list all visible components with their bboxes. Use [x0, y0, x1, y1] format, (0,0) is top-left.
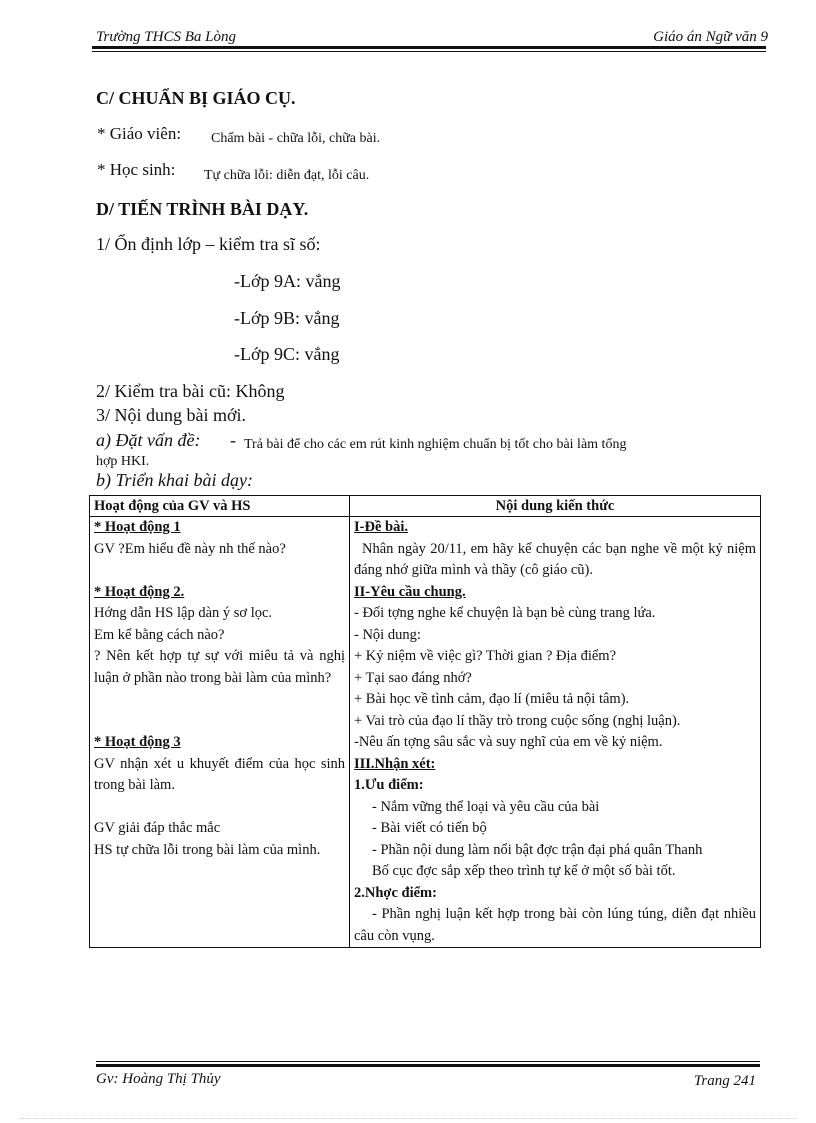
- activity-1-title: * Hoạt động 1: [94, 519, 181, 535]
- uu-diem-4: Bố cục đợc sắp xếp theo trình tự kể ở một số bài tốt.: [372, 863, 676, 879]
- a-text-line2: hợp HKI.: [96, 454, 150, 469]
- table-header-activities: Hoạt động của GV và HS: [90, 496, 350, 517]
- yeu-cau-4: + Tại sao đáng nhớ?: [354, 669, 472, 686]
- activity-1-text: GV ?Em hiểu đề này nh thế nào?: [94, 540, 286, 557]
- section-d-title: D/ TIẾN TRÌNH BÀI DẠY.: [96, 199, 309, 219]
- yeu-cau-3: + Kỷ niệm về việc gì? Thời gian ? Địa điểm?: [354, 648, 616, 664]
- item-2: 2/ Kiểm tra bài cũ: Không: [96, 381, 285, 401]
- uu-diem-title: 1.Ưu điểm:: [354, 777, 424, 793]
- student-label: * Học sinh:: [97, 160, 176, 179]
- table-header-content: Nội dung kiến thức: [350, 496, 761, 517]
- uu-diem-2: - Bài viết có tiến bộ: [372, 820, 487, 836]
- activity-3-text-3: HS tự chữa lỗi trong bài làm của mình.: [94, 841, 321, 858]
- class-9a: -Lớp 9A: vắng: [234, 271, 341, 291]
- nhan-xet-title: III.Nhận xét:: [354, 755, 436, 772]
- header-rule-thin: [92, 51, 766, 52]
- footer-rule-thin: [96, 1061, 760, 1062]
- header-school: Trường THCS Ba Lòng: [96, 29, 236, 45]
- header-rule: [92, 46, 766, 49]
- activity-3-title: * Hoạt động 3: [94, 734, 181, 750]
- activity-2-text-1: Hớng dẫn HS lập dàn ý sơ lọc.: [94, 605, 273, 621]
- footer-page: Trang 241: [693, 1073, 756, 1089]
- yeu-cau-5: + Bài học về tình cảm, đạo lí (miêu tả nội tâm).: [354, 691, 630, 707]
- lesson-table: [89, 495, 761, 948]
- class-9c: -Lớp 9C: vắng: [234, 344, 340, 364]
- activities-cell: [90, 517, 350, 948]
- item-3: 3/ Nội dung bài mới.: [96, 405, 247, 425]
- nhuoc-diem-title: 2.Nhợc điểm:: [354, 884, 437, 901]
- yeu-cau-6: + Vai trò của đạo lí thầy trò trong cuộc sống (nghị luận).: [354, 712, 681, 729]
- item-1: 1/ Ổn định lớp – kiểm tra sĩ số:: [96, 234, 321, 254]
- teacher-label: * Giáo viên:: [97, 124, 182, 143]
- activity-2-text-3: ? Nên kết hợp tự sự với miêu tả và nghị luận ở phần nào trong bài làm của mình?: [94, 648, 345, 686]
- activity-2-title: * Hoạt động 2.: [94, 583, 185, 600]
- yeu-cau-7: -Nêu ấn tợng sâu sắc và suy nghĩ của em về kỷ niệm.: [354, 734, 663, 750]
- class-9b: -Lớp 9B: vắng: [234, 308, 340, 328]
- nhuoc-diem-1: - Phần nghị luận kết hợp trong bài còn lúng túng, diễn đạt nhiều câu còn vụng.: [354, 906, 756, 944]
- a-text-line1: Trả bài để cho các em rút kinh nghiệm chuẩn bị tốt cho bài làm tổng: [244, 437, 627, 452]
- yeu-cau-title: II-Yêu cầu chung.: [354, 583, 466, 600]
- a-label: a) Đặt vấn đề:: [96, 430, 201, 450]
- page-bottom-dots: [20, 1118, 796, 1119]
- section-c-title: C/ CHUẨN BỊ GIÁO CỤ.: [96, 88, 296, 108]
- footer-teacher: Gv: Hoàng Thị Thủy: [96, 1071, 221, 1087]
- a-dash: -: [230, 430, 236, 450]
- activity-3-text-1: GV nhận xét u khuyết điểm của học sinh trong bài làm.: [94, 755, 345, 793]
- yeu-cau-2: - Nội dung:: [354, 626, 421, 643]
- student-text: Tự chữa lỗi: diễn đạt, lỗi câu.: [204, 168, 370, 183]
- de-bai-title: I-Đề bài.: [354, 519, 408, 535]
- content-cell: [350, 517, 761, 948]
- b-label: b) Triển khai bài dạy:: [96, 470, 253, 490]
- activity-3-text-2: GV giải đáp thắc mắc: [94, 820, 221, 836]
- header-subject: Giáo án Ngữ văn 9: [653, 29, 768, 45]
- activity-2-text-2: Em kể bằng cách nào?: [94, 626, 225, 643]
- teacher-text: Chấm bài - chữa lỗi, chữa bài.: [211, 131, 381, 146]
- footer-rule: [96, 1064, 760, 1067]
- de-bai-text: Nhân ngày 20/11, em hãy kể chuyện các bạn nghe về một kỷ niệm đáng nhớ giữa mình và thầy (cô giáo cũ).: [354, 540, 756, 578]
- yeu-cau-1: - Đối tợng nghe kể chuyện là bạn bè cùng trang lứa.: [354, 605, 656, 621]
- uu-diem-1: - Nắm vững thể loại và yêu cầu của bài: [372, 798, 600, 815]
- uu-diem-3: - Phần nội dung làm nổi bật đợc trận đại phá quân Thanh: [372, 841, 703, 858]
